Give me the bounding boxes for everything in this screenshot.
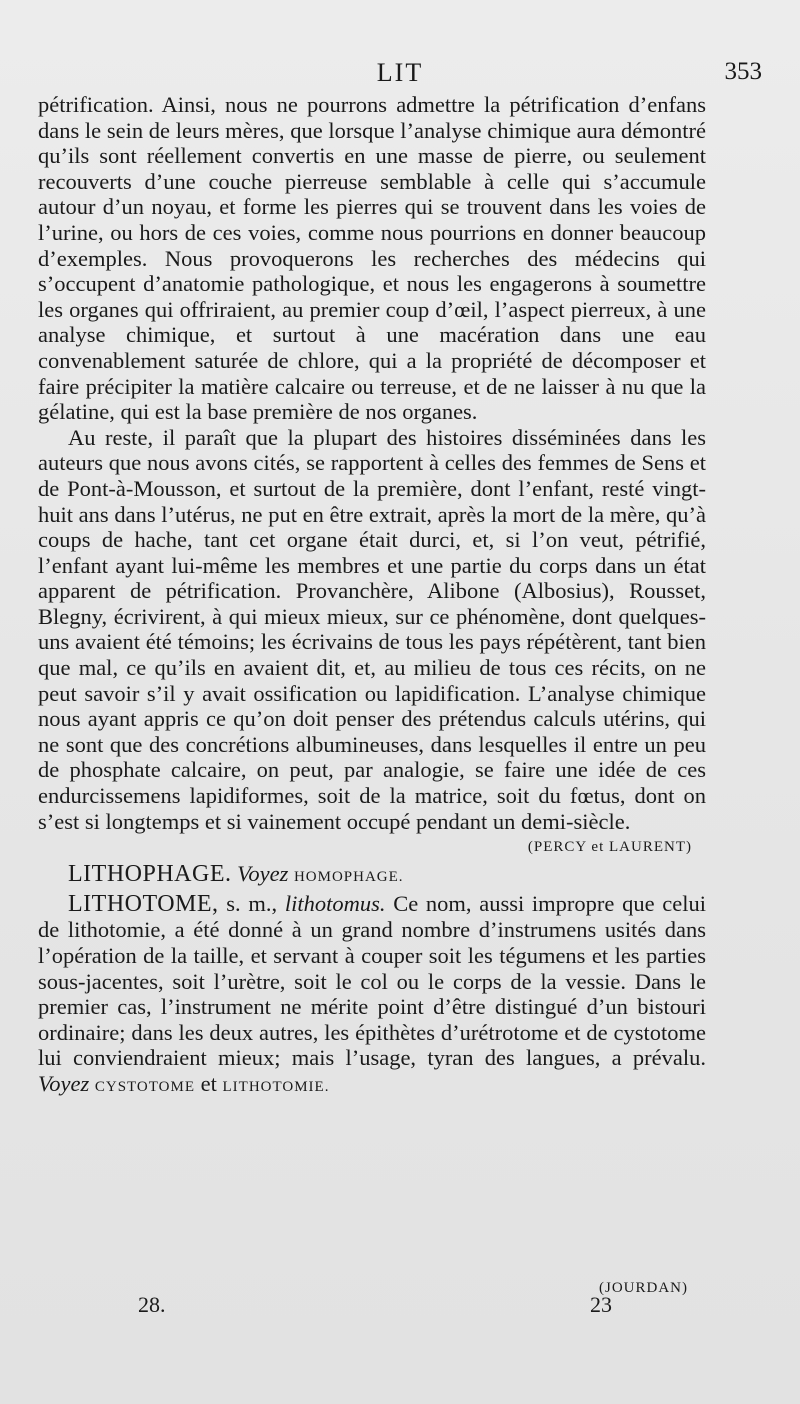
- headword-lithophage: LITHOPHAGE.: [68, 861, 232, 888]
- page-number: 353: [724, 58, 762, 85]
- running-head: LIT: [376, 58, 424, 87]
- entry-lithotome: [38, 891, 706, 1101]
- headword-lithotome: LITHOTOME,: [68, 890, 219, 917]
- page-body: [38, 92, 706, 1101]
- latin-term: lithotomus.: [284, 890, 386, 916]
- volume-mark: 28.: [138, 1292, 166, 1317]
- grammar-label: s. m.,: [226, 890, 278, 916]
- see-label: Voyez: [237, 861, 289, 887]
- paragraph-au-reste: Au reste, il paraît que la plupart des histoires disséminées dans les auteurs que nous avons cités, se rapportent à celles des femmes de Sens et de Pont-à-Mousson, et surtout de la première, dont l’enfant, resté vingt-huit ans dans l’utérus, ne put en être extrait, après la mort de la mère, qu’à coups de hache, tant cet organe était durci, et, si l’on veut, pétrifié, l’enfant ayant lui-même les membres et une partie du corps dans un état apparent de pétrification. Provanchère, Alibone (Albosius), Rousset, Blegny, écrivirent, à qui mieux mieux, sur ce phénomène, dont quelques-uns avaient été témoins; les écrivains de tous les pays répétèrent, tant bien que mal, ce qu’ils en avaient dit, et, au milieu de tous ces récits, on ne peut savoir s’il y avait ossification ou lapidification. L’analyse chimique nous ayant appris ce qu’on doit penser des prétendus calculs utérins, qui ne sont que des concrétions albumineuses, dans lesquelles il entre un peu de phosphate calcaire, on peut, par analogie, se faire une idée de ces endurcissemens lapidiformes, soit de la matrice, soit du fœtus, dont on s’est si longtemps et si vainement occupé pendant un demi-siècle.: [38, 424, 706, 834]
- conjunction: et: [200, 1070, 217, 1096]
- signature-mark: 23: [590, 1292, 612, 1317]
- author-signature: (JOURDAN): [599, 1280, 688, 1296]
- page-header: [38, 58, 762, 92]
- cross-reference: CYSTOTOME: [94, 1078, 195, 1095]
- author-signature: (PERCY et LAURENT): [527, 839, 692, 856]
- paragraph-continuation: pétrification. Ainsi, nous ne pourrons admettre la pétrification d’enfans dans le sein de leurs mères, que lorsque l’analyse chimique aura démontré qu’ils sont réellement convertis en une masse de pierre, ou seulement recouverts d’une couche pierreuse semblable à celle qui s’accumule autour d’un noyau, et forme les pierres qui se trouvent dans les voies de l’urine, ou hors de ces voies, comme nous pourrions en donner beaucoup d’exemples. Nous provoquerons les recherches des médecins qui s’occupent d’anatomie pathologique, et nous les engagerons à soumettre les organes qui offriraient, au premier coup d’œil, l’aspect pierreux, à une analyse chimique, et surtout à une macération dans une eau convenablement saturée de chlore, qui a la propriété de décomposer et faire précipiter la matière calcaire ou terreuse, et de ne laisser à nu que la gélatine, qui est la base première de nos organes.: [38, 92, 706, 425]
- entry-lithophage: [38, 861, 706, 891]
- cross-reference: LITHOTOMIE.: [222, 1078, 330, 1095]
- cross-reference: HOMOPHAGE.: [293, 869, 404, 886]
- entry-text: Ce nom, aussi impropre que celui de lithotomie, a été donné à un grand nombre d’instrumens usités dans l’opération de la taille, et servant à couper soit les tégumens et les parties sous-jacentes, soit l’urètre, soit le col ou le corps de la vessie. Dans le premier cas, l’instrument ne mérite point d’être distingué d’un bistouri ordinaire; dans les deux autres, les épithètes d’urétrotome et de cystotome lui conviendraient mieux; mais l’usage, tyran des langues, a prévalu.: [38, 890, 707, 1071]
- see-label: Voyez: [38, 1070, 90, 1096]
